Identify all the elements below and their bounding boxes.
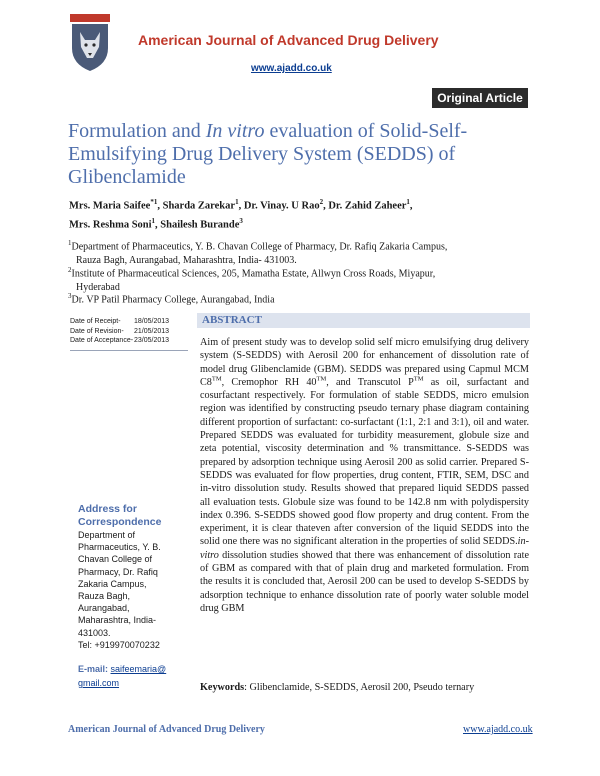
author-name: Shailesh Burande	[160, 219, 240, 230]
journal-url-link[interactable]: www.ajadd.co.uk	[251, 63, 332, 74]
author-list: Mrs. Maria Saifee$^{*1}$, Sharda Zarekar$^1$, Dr. Vinay. U Rao$^2$, Dr. Zahid Zaheer$^1$, Mrs. Reshma Soni$^1$, Shailesh Burande$^3$	[69, 198, 413, 230]
author-name: Mrs. Maria Saifee	[69, 200, 151, 212]
author-name: Sharda Zarekar	[162, 200, 236, 212]
author-name: Dr. Vinay. U Rao	[243, 200, 320, 212]
article-dates: Date of Receipt- 18/05/2013 Date of Revision- 21/05/2013 Date of Acceptance- 23/05/2013	[70, 317, 188, 351]
affiliation-3: $^3$Dr. VP Patil Pharmacy College, Aurangabad, India	[68, 292, 275, 306]
footer-journal-title: American Journal of Advanced Drug Delivery	[68, 724, 265, 735]
correspondence-heading: Address for Correspondence	[78, 503, 162, 528]
affiliation-2: $^2$Institute of Pharmaceutical Sciences, 205, Mamatha Estate, Allwyn Cross Roads, Miyapur, Hyderabad	[68, 266, 436, 293]
article-title: Formulation and In vitro evaluation of Solid-Self- Emulsifying Drug Delivery System (SEDDS) of Glibenclamide	[68, 120, 468, 188]
email-link-continued[interactable]: gmail.com	[78, 678, 120, 688]
keywords: Keywords: Glibenclamide, S-SEDDS, Aerosil 200, Pseudo ternary	[200, 682, 475, 693]
article-type-badge: Original Article	[432, 88, 528, 108]
affiliation-1: $^1$Department of Pharmaceutics, Y. B. Chavan College of Pharmacy, Dr. Rafiq Zakaria Campus, Rauza Bagh, Aurangabad, Maharashtra, India- 431003.	[68, 239, 448, 266]
email-link[interactable]: saifeemaria@	[110, 664, 167, 674]
author-name: Mrs. Reshma Soni	[69, 219, 152, 230]
abstract-heading: ABSTRACT	[197, 313, 530, 328]
author-name: Dr. Zahid Zaheer	[328, 200, 407, 212]
footer-url-link[interactable]: www.ajadd.co.uk	[463, 724, 533, 735]
correspondence-address: Department of Pharmaceutics, Y. B. Chavan College of Pharmacy, Dr. Rafiq Zakaria Campus, Rauza Bagh, Aurangabad, Maharashtra, India- 431003. Tel: +919970070232	[78, 530, 161, 650]
journal-logo	[66, 14, 114, 72]
abstract-body: Aim of present study was to develop solid self micro emulsifying drug delivery system (S-SEDDS) with Aerosil 200 for enhancement of dissolution rate of model drug Glibenclamide (GBM). SEDDS was prepared using Capmul MCM C8™, Cremophor RH 40™, and Transcutol P™ as oil, surfactant and cosurfactant respectively. For formulation of stable SEDDS, micro emulsion region was identified by constructing pseudo ternary phase diagram containing different proportion of surfactant: co-surfactant (1:1, 2:1 and 3:1), oil and water. Prepared SEDDS was evaluated for turbidity measurement, globule size and zeta potential, viscosity determination and % transmittance. S-SEDDS was prepared by adsorption technique using Aerosil 200 as solid carrier. Prepared S-SEDDS was evaluated for flow properties, drug content, FTIR, SEM, DSC and in-vitro dissolution study. Results showed that prepared liquid SEDDS passed all evaluation tests. Globule size was found to be 142.8 nm with polydispersity index 0.396. S-SEDDS showed good flow property and drug content. From the experiment, it is clear thateven after conversion of the liquid SEDDS into the solid one there was no significant alteration in the properties of solid SEDDS.in-vitro dissolution studies showed that there was enhancement of dissolution rate of GBM as compared with that of plain drug and marketed formulation. From the results it is concluded that, Aerosil 200 can be used to develop S-SEDDS by adsorption technique to enhance dissolution rate of poorly water soluble model drug GBM	[200, 337, 529, 614]
correspondence-email: E-mail: saifeemaria@ gmail.com	[78, 664, 167, 688]
journal-title: American Journal of Advanced Drug Delivery	[138, 32, 439, 48]
